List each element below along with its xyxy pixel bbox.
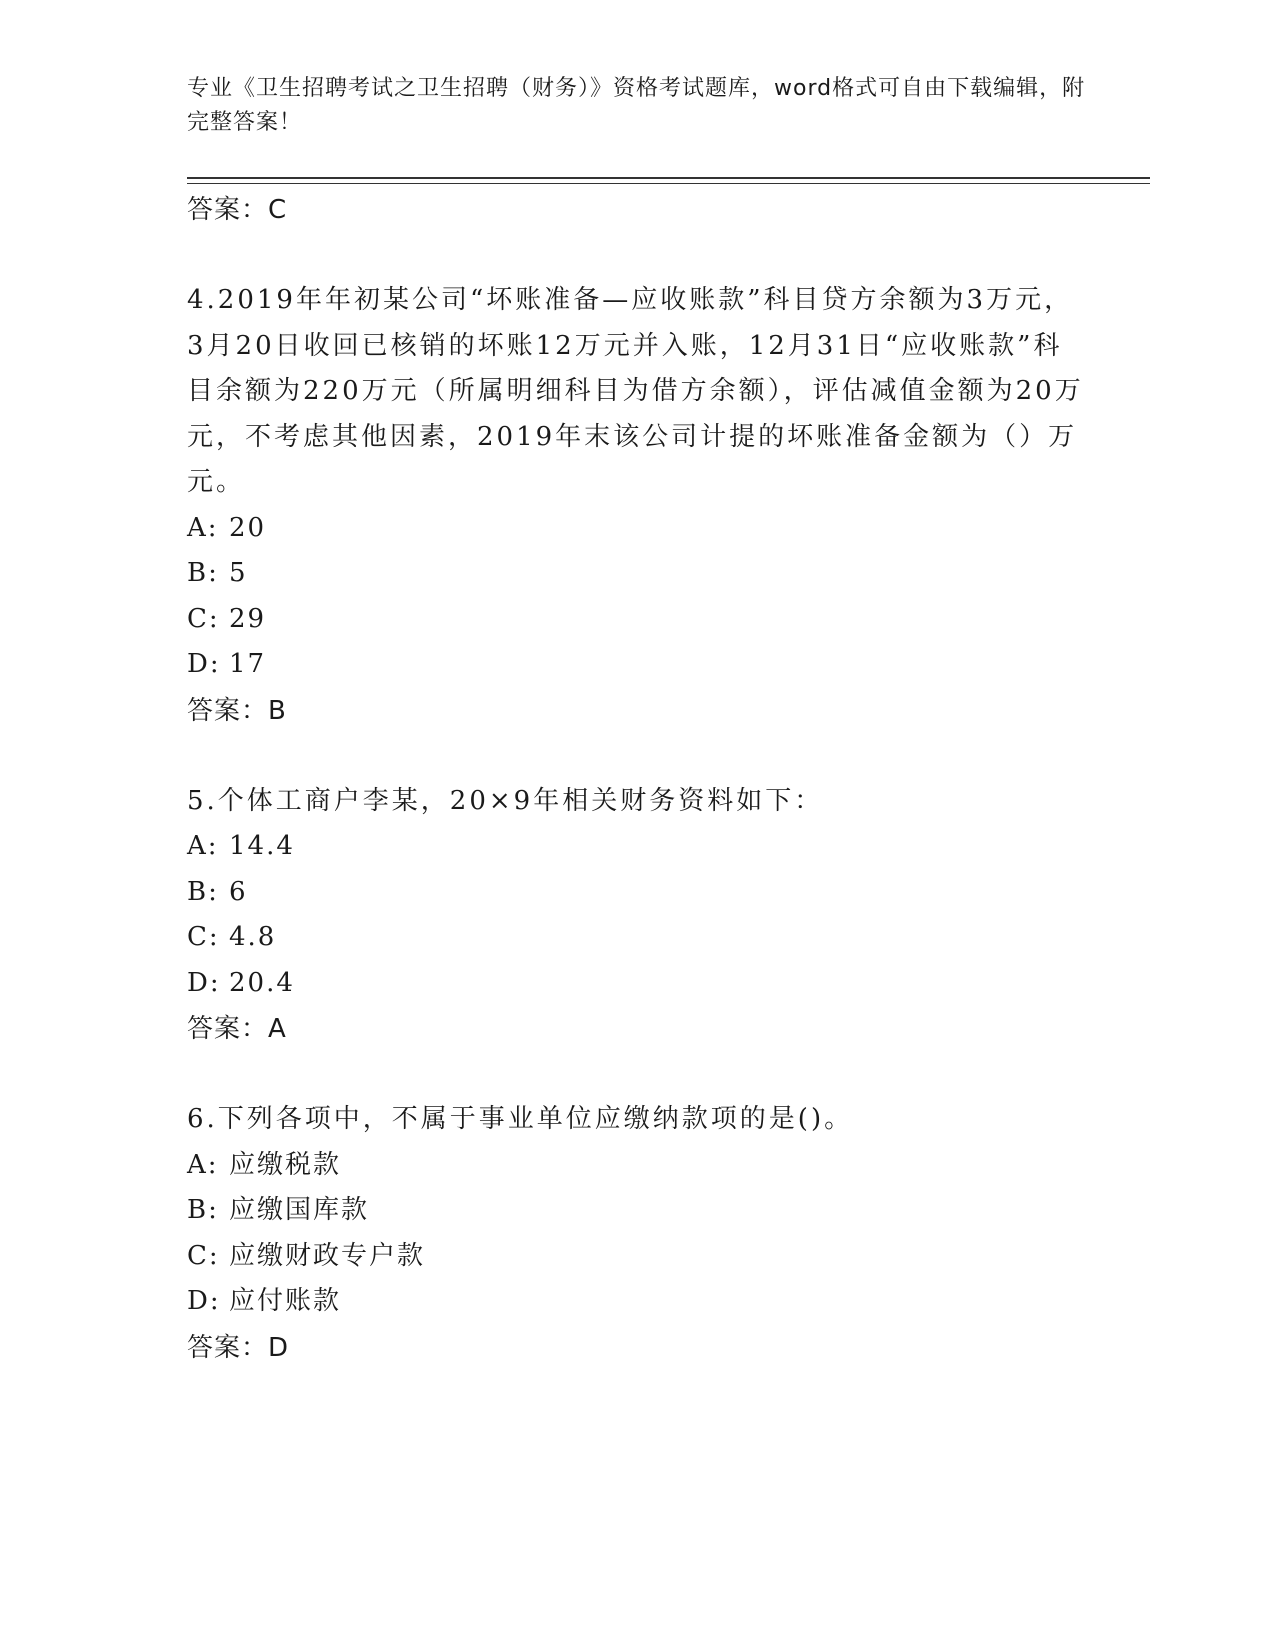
option-b — [187, 1188, 1087, 1234]
option-letter: C: — [187, 922, 220, 952]
option-text: 应缴税款 — [229, 1149, 342, 1180]
option-text: 14.4 — [229, 831, 295, 861]
document-header: 专业《卫生招聘考试之卫生招聘（财务）》资格考试题库，word格式可自由下载编辑，附完整答案！ — [187, 76, 1086, 135]
option-text: 17 — [229, 649, 267, 679]
spacer — [187, 233, 1087, 278]
option-text: 5 — [229, 558, 248, 588]
option-letter: A: — [187, 512, 219, 543]
option-letter: D: — [187, 649, 221, 679]
spacer — [187, 1052, 1087, 1097]
option-b — [187, 870, 1087, 916]
option-d — [187, 1279, 1087, 1325]
answer-line: 答案：B — [187, 695, 287, 726]
option-letter: B: — [187, 876, 219, 907]
spacer — [187, 734, 1087, 779]
question-block — [187, 278, 1087, 734]
answer-line: 答案：C — [187, 195, 288, 225]
question-block — [187, 779, 1087, 1053]
option-d — [187, 961, 1087, 1007]
question-text: 5.个体工商户李某，20×9年相关财务资料如下： — [187, 785, 824, 816]
question-text: 6.下列各项中，不属于事业单位应缴纳款项的是()。 — [187, 1104, 854, 1134]
answer-line: 答案：A — [187, 1014, 287, 1044]
option-a — [187, 824, 1087, 870]
option-text: 20.4 — [229, 967, 295, 998]
header-rule-thin — [187, 183, 1150, 184]
option-c — [187, 915, 1087, 961]
option-d — [187, 642, 1087, 688]
header-rule-thick — [187, 177, 1150, 179]
option-letter: B: — [187, 558, 219, 588]
question-block — [187, 1097, 1087, 1371]
option-text: 应缴国库款 — [229, 1195, 370, 1225]
option-c — [187, 597, 1087, 643]
option-text: 6 — [229, 876, 248, 907]
option-text: 应缴财政专户款 — [229, 1240, 426, 1271]
option-text: 29 — [229, 603, 267, 634]
option-letter: C: — [187, 603, 220, 634]
question-text: 4.2019年年初某公司“坏账准备—应收账款”科目贷方余额为3万元，3月20日收回已核销的坏账12万元并入账，12月31日“应收账款”科目余额为220万元（所属明细科目为借方余额），评估减值金额为20万元，不考虑其他因素，2019年末该公司计提的坏账准备金额为（）万元。 — [187, 285, 1084, 497]
option-letter: C: — [187, 1240, 220, 1271]
option-text: 20 — [229, 512, 267, 543]
option-b — [187, 551, 1087, 597]
option-text: 应付账款 — [229, 1286, 342, 1316]
document-body — [187, 187, 1087, 1371]
option-text: 4.8 — [229, 922, 277, 952]
option-letter: B: — [187, 1195, 219, 1225]
option-letter: A: — [187, 831, 219, 861]
option-a — [187, 1143, 1087, 1189]
option-letter: D: — [187, 1286, 221, 1316]
answer-line: 答案：D — [187, 1332, 290, 1363]
option-letter: D: — [187, 967, 221, 998]
option-a — [187, 506, 1087, 552]
option-c — [187, 1234, 1087, 1280]
option-letter: A: — [187, 1149, 219, 1180]
